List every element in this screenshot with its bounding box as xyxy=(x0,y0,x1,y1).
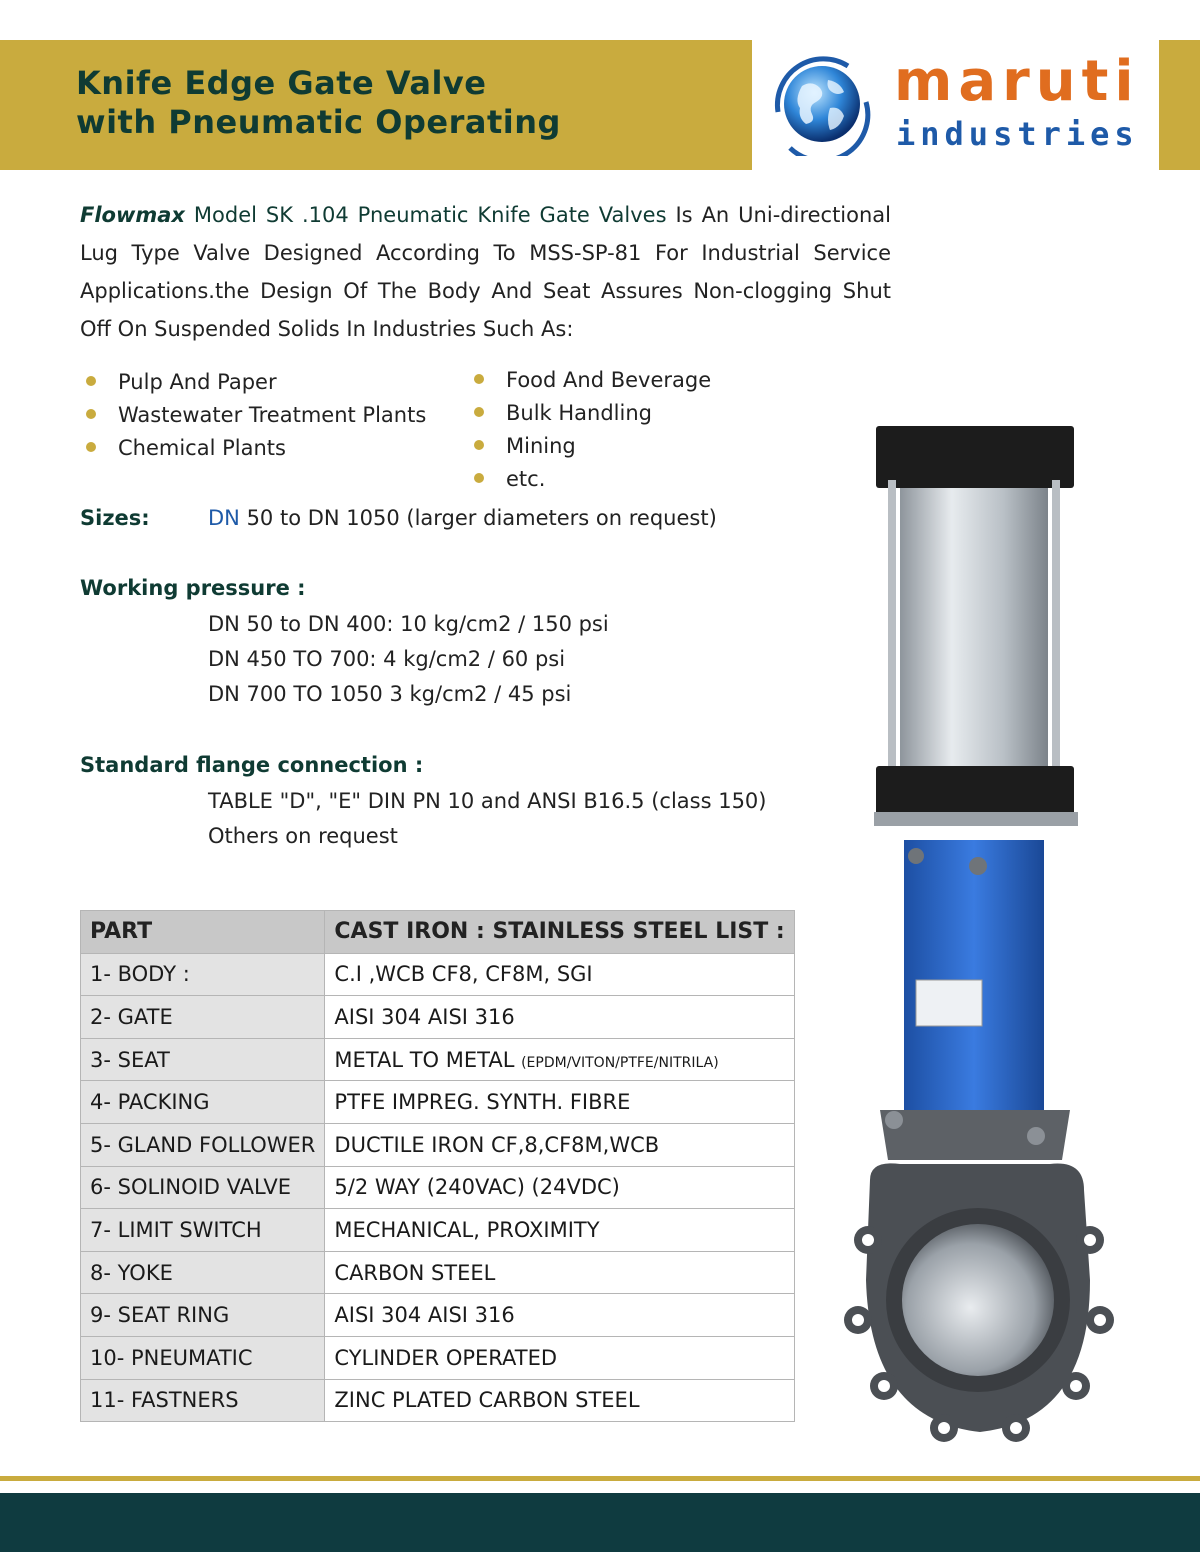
list-item: Mining xyxy=(470,430,711,463)
intro-text: Is An Uni-directional Lug Type Valve Designed According To MSS-SP-81 For Industrial Service Applications.the Design Of The Body And Seat Assures Non-clogging Shut Off On Suspended Solids In Industries Such As: xyxy=(80,203,892,341)
table-row xyxy=(81,1081,795,1124)
intro-paragraph xyxy=(80,196,891,348)
pressure-line: DN 700 TO 1050 3 kg/cm2 / 45 psi xyxy=(208,682,572,706)
flange-line: TABLE "D", "E" DIN PN 10 and ANSI B16.5 (class 150) xyxy=(208,789,767,813)
material-cell: PTFE IMPREG. SYNTH. FIBRE xyxy=(325,1081,794,1124)
sizes-value xyxy=(208,506,717,530)
sizes-range: 50 to DN 1050 (larger diameters on request) xyxy=(239,506,717,530)
list-item: Food And Beverage xyxy=(470,364,711,397)
part-cell: 5- GLAND FOLLOWER xyxy=(81,1123,325,1166)
working-pressure-label: Working pressure : xyxy=(80,576,306,600)
table-row xyxy=(81,1209,795,1252)
part-cell: 6- SOLINOID VALVE xyxy=(81,1166,325,1209)
material-cell: AISI 304 AISI 316 xyxy=(325,1294,794,1337)
table-row xyxy=(81,1123,795,1166)
material-cell: CYLINDER OPERATED xyxy=(325,1336,794,1379)
part-cell: 7- LIMIT SWITCH xyxy=(81,1209,325,1252)
company-logo xyxy=(764,42,1156,168)
part-cell: 9- SEAT RING xyxy=(81,1294,325,1337)
material-cell: MECHANICAL, PROXIMITY xyxy=(325,1209,794,1252)
parts-table xyxy=(80,910,795,1422)
material-cell: DUCTILE IRON CF,8,CF8M,WCB xyxy=(325,1123,794,1166)
table-header-row xyxy=(81,911,795,954)
flange-label: Standard flange connection : xyxy=(80,753,424,777)
material-cell: C.I ,WCB CF8, CF8M, SGI xyxy=(325,953,794,996)
material-text: METAL TO METAL xyxy=(334,1047,522,1072)
valve-product-image xyxy=(840,420,1120,1460)
list-item: etc. xyxy=(470,463,711,496)
logo-wordmark: maruti xyxy=(894,49,1140,114)
part-cell: 3- SEAT xyxy=(81,1038,325,1081)
material-cell: 5/2 WAY (240VAC) (24VDC) xyxy=(325,1166,794,1209)
part-cell: 1- BODY : xyxy=(81,953,325,996)
industries-list-right xyxy=(470,364,711,496)
material-cell: AISI 304 AISI 316 xyxy=(325,996,794,1039)
sizes-label: Sizes: xyxy=(80,506,150,530)
part-cell: 4- PACKING xyxy=(81,1081,325,1124)
header-right-band xyxy=(1159,40,1200,170)
industries-list-left xyxy=(82,366,426,465)
table-row xyxy=(81,1166,795,1209)
material-cell xyxy=(325,1038,794,1081)
logo-subtitle: industries xyxy=(896,115,1139,153)
flange-line: Others on request xyxy=(208,824,398,848)
part-cell: 8- YOKE xyxy=(81,1251,325,1294)
material-cell: ZINC PLATED CARBON STEEL xyxy=(325,1379,794,1422)
table-row xyxy=(81,1251,795,1294)
footer-band xyxy=(0,1493,1200,1552)
header-part: PART xyxy=(81,911,325,954)
table-row xyxy=(81,953,795,996)
table-row xyxy=(81,1038,795,1081)
title-line-2: with Pneumatic Operating xyxy=(76,103,561,141)
material-note: (EPDM/VITON/PTFE/NITRILA) xyxy=(521,1054,719,1071)
globe-icon xyxy=(768,52,872,156)
part-cell: 11- FASTNERS xyxy=(81,1379,325,1422)
list-item: Wastewater Treatment Plants xyxy=(82,399,426,432)
material-cell: CARBON STEEL xyxy=(325,1251,794,1294)
pressure-line: DN 450 TO 700: 4 kg/cm2 / 60 psi xyxy=(208,647,566,671)
table-row xyxy=(81,996,795,1039)
page-title xyxy=(76,64,561,142)
table-row xyxy=(81,1294,795,1337)
list-item: Bulk Handling xyxy=(470,397,711,430)
part-cell: 10- PNEUMATIC xyxy=(81,1336,325,1379)
part-cell: 2- GATE xyxy=(81,996,325,1039)
title-line-1: Knife Edge Gate Valve xyxy=(76,64,487,102)
sizes-dn: DN xyxy=(208,506,240,530)
pressure-line: DN 50 to DN 400: 10 kg/cm2 / 150 psi xyxy=(208,612,609,636)
table-row xyxy=(81,1336,795,1379)
brand-name: Flowmax xyxy=(80,203,185,227)
list-item: Pulp And Paper xyxy=(82,366,426,399)
list-item: Chemical Plants xyxy=(82,432,426,465)
footer-divider xyxy=(0,1476,1200,1481)
model-name: Model SK .104 Pneumatic Knife Gate Valves xyxy=(184,203,676,227)
table-row xyxy=(81,1379,795,1422)
header-material: CAST IRON : STAINLESS STEEL LIST : xyxy=(325,911,794,954)
